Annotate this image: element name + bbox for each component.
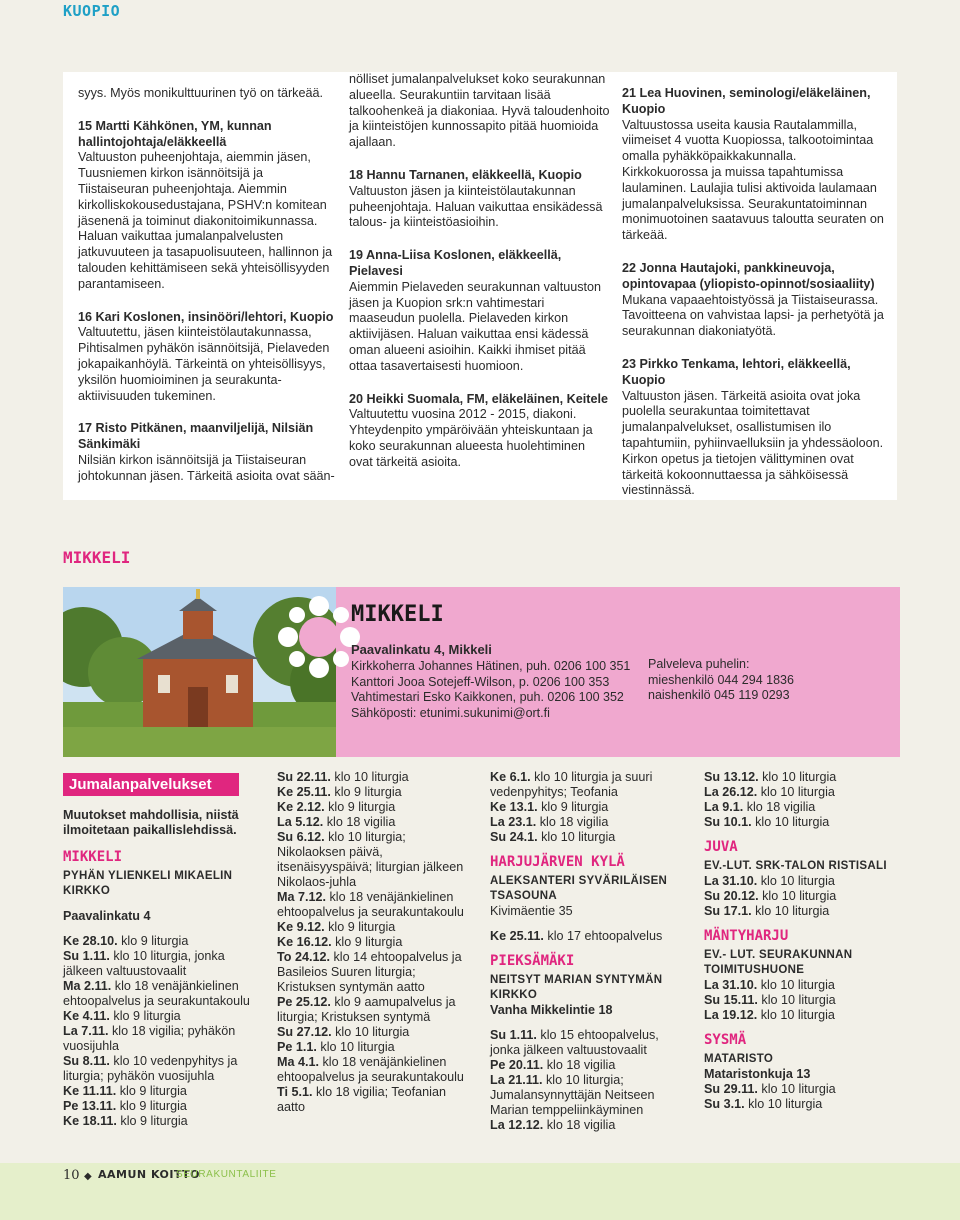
service-entry — [490, 1118, 690, 1133]
candidate-entry — [349, 392, 611, 471]
services-column-2 — [277, 770, 477, 1115]
service-date: Ma 2.11. — [63, 979, 112, 993]
service-description: klo 9 liturgia — [116, 1084, 187, 1098]
service-entry — [704, 978, 904, 993]
candidate-entry — [349, 248, 611, 374]
candidates-column-2 — [349, 72, 611, 488]
service-entry — [63, 979, 263, 1009]
service-date: La 9.1. — [704, 800, 744, 814]
service-date: La 5.12. — [277, 815, 324, 829]
service-description: klo 10 liturgia — [757, 978, 835, 992]
service-description: klo 9 aamupalvelus ja liturgia; Kristuksen syntymä — [277, 995, 456, 1024]
location-address: Vanha Mikkelintie 18 — [490, 1003, 613, 1017]
service-entry — [490, 770, 690, 800]
service-date: Ke 13.1. — [490, 800, 538, 814]
service-entry — [704, 1082, 904, 1097]
service-description: klo 18 vigilia — [536, 815, 609, 829]
spacer — [63, 899, 263, 909]
candidate-entry — [78, 421, 336, 484]
location-address: Kivimäentie 35 — [490, 904, 573, 918]
candidate-entry — [622, 357, 884, 499]
candidate-entry — [78, 86, 336, 102]
service-entry — [277, 815, 477, 830]
service-date: Su 15.11. — [704, 993, 758, 1007]
candidate-name: 17 Risto Pitkänen, maanviljelijä, Nilsiän Sänkimäki — [78, 421, 314, 452]
service-description: klo 10 liturgia — [758, 889, 837, 903]
service-entry — [704, 1008, 904, 1023]
service-date: Su 13.12. — [704, 770, 759, 784]
spacer — [63, 924, 263, 934]
candidate-text: Valtuuston jäsen. Tärkeitä asioita ovat joka puolella seurakuntaa toimitettavat jumalanpalvelukset, osallistumisen ilo tapahtumiin, pyhiinvaelluksiin ja yhdessäoloon. Kirkon opetus ja tietojen välittyminen ovat tärkeitä kokoonnuttaessa ja sähköisessä viestinnässä. — [622, 388, 884, 498]
decorative-flower-icon — [276, 594, 362, 685]
service-description: klo 10 liturgia, jonka jälkeen valtuustovaalit — [63, 949, 225, 978]
church-name: ALEKSANTERI SYVÄRILÄISEN TSASOUNA — [490, 875, 668, 902]
page-header: KUOPIO — [63, 2, 121, 20]
candidate-text: Valtuuston jäsen ja kiinteistölautakunnan puheenjohtaja. Haluan vaikuttaa ensikädessä talous- ja kiinteistöasioihin. — [349, 183, 603, 230]
service-date: Su 6.12. — [277, 830, 325, 844]
service-date: Su 17.1. — [704, 904, 752, 918]
candidate-text: Valtuutettu vuosina 2012 - 2015, diakoni. Yhteydenpito ympäröivään yhteiskuntaan ja koko seurakunnan alueesta huolehtiminen ovat tärkeitä asioita. — [349, 407, 593, 469]
service-description: klo 10 liturgia — [757, 874, 835, 888]
parish-title: MIKKELI — [351, 602, 444, 627]
service-description: klo 10 liturgia; Nikolaoksen päivä, itsenäisyyspäivä; liturgian jälkeen Nikolaos-juhla — [277, 830, 464, 889]
service-description: klo 9 liturgia — [116, 1114, 188, 1128]
service-description: klo 10 liturgia — [744, 1097, 823, 1111]
service-entry — [63, 1084, 263, 1099]
service-entry — [277, 950, 477, 995]
service-description: klo 10 liturgia — [758, 770, 837, 784]
service-description: klo 9 liturgia — [324, 920, 396, 934]
service-date: La 31.10. — [704, 978, 758, 992]
service-entry — [63, 1024, 263, 1054]
service-phone — [648, 657, 794, 704]
service-description: klo 18 vigilia — [743, 800, 816, 814]
service-date: La 21.11. — [490, 1073, 543, 1087]
service-description: klo 10 liturgia — [757, 993, 836, 1007]
contact-line: Kirkkoherra Johannes Hätinen, puh. 0206 100 351 — [351, 659, 631, 673]
service-description: klo 10 liturgia — [331, 1025, 410, 1039]
service-date: Ma 4.1. — [277, 1055, 319, 1069]
service-date: La 19.12. — [704, 1008, 758, 1022]
candidate-entry — [349, 72, 611, 151]
publication-name: AAMUN KOITTO — [98, 1168, 201, 1181]
service-date: Pe 20.11. — [490, 1058, 544, 1072]
church-name: EV.- LUT. SEURAKUNNAN TOIMITUSHUONE — [704, 949, 853, 976]
service-entry — [704, 785, 904, 800]
candidate-text: Aiemmin Pielaveden seurakunnan valtuuston jäsen ja Kuopion srk:n vahtimestari maaseudun puolella. Pielaveden kirkon aktiivijäsen. Haluan vaikuttaa ensi kädessä oman alueeni asioihin. Kaikki ihmiset pitää ottaa tasavertaisesti huomioon. — [349, 279, 602, 373]
location-heading: PIEKSÄMÄKI — [490, 953, 575, 969]
service-entry — [63, 934, 263, 949]
candidate-text: syys. Myös monikulttuurinen työ on tärkeää. — [78, 86, 323, 100]
service-description: klo 15 ehtoopalvelus, jonka jälkeen valtuustovaalit — [490, 1028, 659, 1057]
services-column-4 — [704, 770, 904, 1112]
service-description: klo 9 liturgia — [324, 800, 396, 814]
service-description: klo 14 ehtoopalvelus ja Basileios Suuren liturgia; Kristuksen syntymän aatto — [277, 950, 462, 994]
candidate-text: Nilsiän kirkon isännöitsijä ja Tiistaiseuran johtokunnan jäsen. Tärkeitä asioita ovat sään- — [78, 452, 335, 483]
service-description: klo 10 liturgia — [751, 815, 830, 829]
service-description: klo 18 venäjänkielinen ehtoopalvelus ja seurakuntakoulu — [63, 979, 250, 1008]
service-date: Pe 1.1. — [277, 1040, 317, 1054]
service-description: klo 10 liturgia — [757, 1082, 836, 1096]
candidate-entry — [78, 119, 336, 293]
services-column-3 — [490, 770, 690, 1133]
candidate-name: 21 Lea Huovinen, seminologi/eläkeläinen, Kuopio — [622, 86, 871, 116]
service-date: Su 1.11. — [63, 949, 110, 963]
service-entry — [63, 1099, 263, 1114]
service-date: Su 1.11. — [490, 1028, 537, 1042]
candidate-name: 23 Pirkko Tenkama, lehtori, eläkkeellä, Kuopio — [622, 356, 851, 387]
service-date: Su 27.12. — [277, 1025, 332, 1039]
phone-line: naishenkilö 045 119 0293 — [648, 688, 790, 702]
contact-line: Vahtimestari Esko Kaikkonen, puh. 0206 100 352 — [351, 690, 624, 704]
candidate-entry — [78, 310, 336, 405]
service-date: Pe 25.12. — [277, 995, 331, 1009]
service-description: klo 18 vigilia — [543, 1118, 616, 1132]
diamond-icon: ◆ — [84, 1171, 92, 1182]
service-entry — [63, 1054, 263, 1084]
service-description: klo 10 liturgia — [757, 1008, 835, 1022]
service-entry — [704, 800, 904, 815]
candidate-name: 22 Jonna Hautajoki, pankkineuvoja, opintovapaa (yliopisto-opinnot/sosiaaliity) — [622, 260, 875, 291]
service-date: Ke 9.12. — [277, 920, 325, 934]
service-date: Ke 4.11. — [63, 1009, 110, 1023]
service-date: Ti 5.1. — [277, 1085, 313, 1099]
services-tag: Jumalanpalvelukset — [63, 773, 239, 796]
service-entry — [490, 830, 690, 845]
location-heading: MIKKELI — [63, 849, 123, 865]
service-entry — [490, 929, 690, 944]
candidate-name: 18 Hannu Tarnanen, eläkkeellä, Kuopio — [349, 167, 582, 182]
service-description: klo 18 vigilia; pyhäkön vuosijuhla — [63, 1024, 236, 1053]
service-entry — [277, 770, 477, 785]
service-description: klo 10 liturgia — [757, 785, 835, 799]
candidate-name: 15 Martti Kähkönen, YM, kunnan hallintojohtaja/eläkkeellä — [78, 118, 272, 149]
service-description: klo 10 liturgia; Jumalansynnyttäjän Neitseen Marian temppeliinkäyminen — [490, 1073, 655, 1117]
candidate-entry — [622, 261, 884, 340]
location-address: Mataristonkuja 13 — [704, 1067, 811, 1081]
service-entry — [277, 1040, 477, 1055]
candidate-name: 19 Anna-Liisa Koslonen, eläkkeellä, Pielavesi — [349, 248, 562, 278]
service-date: Su 3.1. — [704, 1097, 745, 1111]
service-description: klo 10 liturgia — [330, 770, 409, 784]
location-heading: JUVA — [704, 839, 738, 855]
service-entry — [277, 935, 477, 950]
service-description: klo 9 liturgia — [330, 785, 402, 799]
church-name: NEITSYT MARIAN SYNTYMÄN KIRKKO — [490, 974, 663, 1001]
service-description: klo 9 liturgia — [116, 1099, 187, 1113]
church-name: PYHÄN YLIENKELI MIKAELIN KIRKKO — [63, 870, 233, 897]
service-entry — [704, 815, 904, 830]
page-number: 10 — [63, 1168, 80, 1183]
email-line: Sähköposti: etunimi.sukunimi@ort.fi — [351, 705, 550, 720]
section-title-mikkeli: MIKKELI — [63, 548, 131, 567]
service-entry — [490, 1073, 690, 1118]
candidates-column-1 — [78, 86, 336, 502]
service-entry — [63, 1114, 263, 1129]
service-description: klo 9 liturgia — [117, 934, 189, 948]
service-entry — [704, 993, 904, 1008]
service-entry — [277, 800, 477, 815]
service-entry — [277, 830, 477, 890]
service-date: To 24.12. — [277, 950, 330, 964]
service-description: klo 9 liturgia — [109, 1009, 181, 1023]
services-note: Muutokset mahdollisia, niistä ilmoitetaan paikallislehdissä. — [63, 808, 239, 837]
service-date: Su 22.11. — [277, 770, 331, 784]
location-address: Paavalinkatu 4 — [63, 909, 151, 923]
services-list-1 — [63, 850, 263, 1129]
service-date: Pe 13.11. — [63, 1099, 117, 1113]
parish-address: Paavalinkatu 4, Mikkeli — [351, 642, 492, 657]
candidate-text: Mukana vapaaehtoistyössä ja Tiistaiseurassa. Tavoitteena on vahvistaa lapsi- ja perhetyötä ja seurakunnan diakoniatyötä. — [622, 292, 884, 339]
service-date: Ke 25.11. — [490, 929, 544, 943]
phone-line: Palveleva puhelin: — [648, 657, 750, 671]
service-date: Ke 18.11. — [63, 1114, 117, 1128]
candidate-name: 16 Kari Koslonen, insinööri/lehtori, Kuopio — [78, 309, 334, 324]
candidate-text: Valtuutettu, jäsen kiinteistölautakunnassa, Pihtisalmen pyhäkön isännöitsijä, Pielaveden jokapaikanhöylä. Tärkeintä on yhteisöllisyys, yksilön huomioiminen ja seurakunta-aktiivisuuden tukeminen. — [78, 325, 330, 403]
service-description: klo 10 liturgia — [537, 830, 616, 844]
service-date: La 26.12. — [704, 785, 758, 799]
service-date: Ke 25.11. — [277, 785, 331, 799]
service-date: La 12.12. — [490, 1118, 544, 1132]
location-heading: MÄNTYHARJU — [704, 928, 789, 944]
candidate-text: Valtuustossa useita kausia Rautalammilla, viimeiset 4 vuotta Kuopiossa, talkootoimintaa omalla pyhäkköpaikkakunnalla. Kirkkokuorossa ja muissa tapahtumissa laulaminen. Laulajia tulisi aktivoida laulamaan jumalanpalveluksissa. Seurakuntatoiminnan monimuotoinen saatavuus taloutta seuraten on tärkeää. — [622, 117, 884, 243]
service-description: klo 18 vigilia — [543, 1058, 616, 1072]
service-entry — [63, 1009, 263, 1024]
service-date: La 23.1. — [490, 815, 537, 829]
service-entry — [490, 1028, 690, 1058]
supplement-name: SEURAKUNTALIITE — [176, 1169, 277, 1180]
service-description: klo 18 vigilia — [323, 815, 396, 829]
service-entry — [490, 800, 690, 815]
service-entry — [277, 785, 477, 800]
service-entry — [277, 890, 477, 920]
candidate-text: nölliset jumalanpalvelukset koko seurakunnan alueella. Seurakuntiin tarvitaan lisää talkoohenkeä ja diakoniaa. Hyvä taloudenhoito ja kiinteistöjen kunnossapito pitää huomioida ajallaan. — [349, 72, 610, 150]
service-date: Su 8.11. — [63, 1054, 110, 1068]
service-date: Ma 7.12. — [277, 890, 327, 904]
service-entry — [277, 995, 477, 1025]
service-description: klo 10 liturgia — [751, 904, 830, 918]
service-description: klo 9 liturgia — [537, 800, 609, 814]
service-entry — [63, 949, 263, 979]
service-date: Ke 6.1. — [490, 770, 531, 784]
service-description: klo 10 liturgia ja suuri vedenpyhitys; Teofania — [490, 770, 653, 799]
candidate-text: Valtuuston puheenjohtaja, aiemmin jäsen, Tuusniemen kirkon isännöitsijä ja Tiistaiseuran puheenjohtaja. Aiemmin kirkolliskokousedustajana, PSHV:n komitean jäsenenä ja toiminut diakonitoimikunnassa. Haluan vaikuttaa jumalanpalvelusten jatkuvuuteen ja tasapuolisuuteen, hallinnon ja talouden kehittämiseen sekä yhteisöllisyyden parantamiseen. — [78, 150, 333, 291]
service-entry — [704, 770, 904, 785]
service-entry — [704, 874, 904, 889]
service-entry — [704, 889, 904, 904]
service-date: Su 29.11. — [704, 1082, 758, 1096]
location-heading: SYSMÄ — [704, 1032, 747, 1048]
spacer — [490, 1018, 690, 1028]
service-entry — [277, 920, 477, 935]
service-description: klo 9 liturgia — [331, 935, 403, 949]
candidate-entry — [349, 168, 611, 231]
service-description: klo 18 venäjänkielinen ehtoopalvelus ja seurakuntakoulu — [277, 1055, 464, 1084]
service-date: Su 20.12. — [704, 889, 759, 903]
candidates-column-3 — [622, 86, 884, 516]
contact-line: Kanttori Jooa Sotejeff-Wilson, p. 0206 100 353 — [351, 674, 610, 689]
service-date: Su 10.1. — [704, 815, 752, 829]
parish-contacts — [351, 659, 630, 721]
service-date: La 7.11. — [63, 1024, 109, 1038]
phone-line: mieshenkilö 044 294 1836 — [648, 672, 794, 687]
service-entry — [490, 815, 690, 830]
services-column-1 — [63, 808, 263, 1129]
church-name: MATARISTO — [704, 1053, 774, 1065]
service-description: klo 18 venäjänkielinen ehtoopalvelus ja seurakuntakoulu — [277, 890, 464, 919]
church-name: EV.-LUT. SRK-TALON RISTISALI — [704, 860, 887, 872]
service-description: klo 18 vigilia; Teofanian aatto — [277, 1085, 446, 1114]
service-date: Ke 2.12. — [277, 800, 325, 814]
service-date: Ke 16.12. — [277, 935, 332, 949]
service-entry — [490, 1058, 690, 1073]
service-entry — [277, 1055, 477, 1085]
location-heading: HARJUJÄRVEN KYLÄ — [490, 854, 625, 870]
candidate-name: 20 Heikki Suomala, FM, eläkeläinen, Keitele — [349, 391, 608, 406]
service-date: Su 24.1. — [490, 830, 538, 844]
service-date: Ke 11.11. — [63, 1084, 117, 1098]
candidate-entry — [622, 86, 884, 244]
service-description: klo 17 ehtoopalvelus — [543, 929, 663, 943]
service-date: Ke 28.10. — [63, 934, 118, 948]
service-description: klo 10 liturgia — [316, 1040, 395, 1054]
service-entry — [704, 904, 904, 919]
service-entry — [704, 1097, 904, 1112]
service-entry — [277, 1025, 477, 1040]
service-description: klo 10 vedenpyhitys ja liturgia; pyhäkön vuosijuhla — [63, 1054, 238, 1083]
spacer — [490, 919, 690, 929]
service-entry — [277, 1085, 477, 1115]
service-date: La 31.10. — [704, 874, 758, 888]
